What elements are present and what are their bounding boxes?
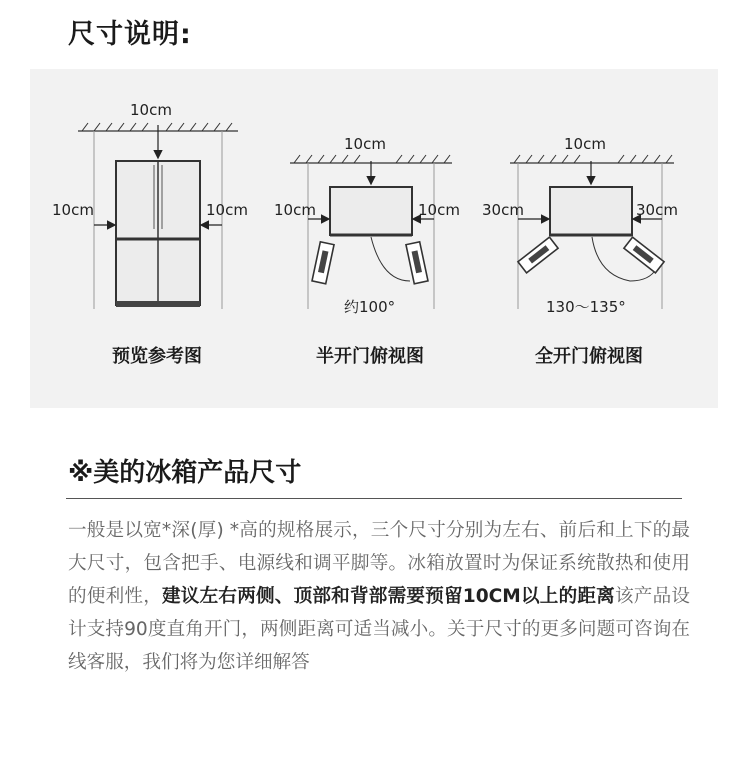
section-title: ※美的冰箱产品尺寸	[68, 458, 302, 488]
diagram3-top-label: 10cm	[564, 135, 606, 153]
diagram1-top-label: 10cm	[130, 101, 172, 119]
full-open-top-view-diagram	[482, 135, 678, 316]
diagram2-angle-label: 约100°	[344, 298, 396, 316]
diagram3-right-label: 30cm	[636, 201, 678, 219]
half-open-top-view-diagram	[274, 135, 460, 316]
description-text-1: 一般是以宽*深(厚) *高的规格展示，三个尺寸分别为左右、前后和上下的最大尺寸，包含把手、电源线和调平脚等。冰箱放置时为保证系统散热和使用的便利性，	[68, 520, 690, 607]
diagram2-caption: 半开门俯视图	[316, 346, 424, 367]
diagram1-left-label: 10cm	[52, 201, 94, 219]
diagram1-caption: 预览参考图	[112, 346, 202, 367]
diagram3-left-label: 30cm	[482, 201, 524, 219]
diagram2-right-label: 10cm	[418, 201, 460, 219]
description-text-2: 该产品设计支持90度直角开门，两侧距离可适当减小。关于尺寸的更多问题可咨询在线客服，我们将为您详细解答	[68, 586, 690, 673]
diagram3-angle-label: 130～135°	[546, 298, 626, 316]
diagram2-left-label: 10cm	[274, 201, 316, 219]
diagram3-caption: 全开门俯视图	[535, 346, 643, 367]
section-divider	[66, 498, 682, 499]
description-paragraph	[68, 514, 690, 679]
page-title: 尺寸说明:	[68, 19, 192, 50]
description-emphasis: 建议左右两侧、顶部和背部需要预留10CM以上的距离	[162, 586, 615, 607]
front-preview-diagram	[52, 101, 248, 309]
diagram2-top-label: 10cm	[344, 135, 386, 153]
diagram1-right-label: 10cm	[206, 201, 248, 219]
